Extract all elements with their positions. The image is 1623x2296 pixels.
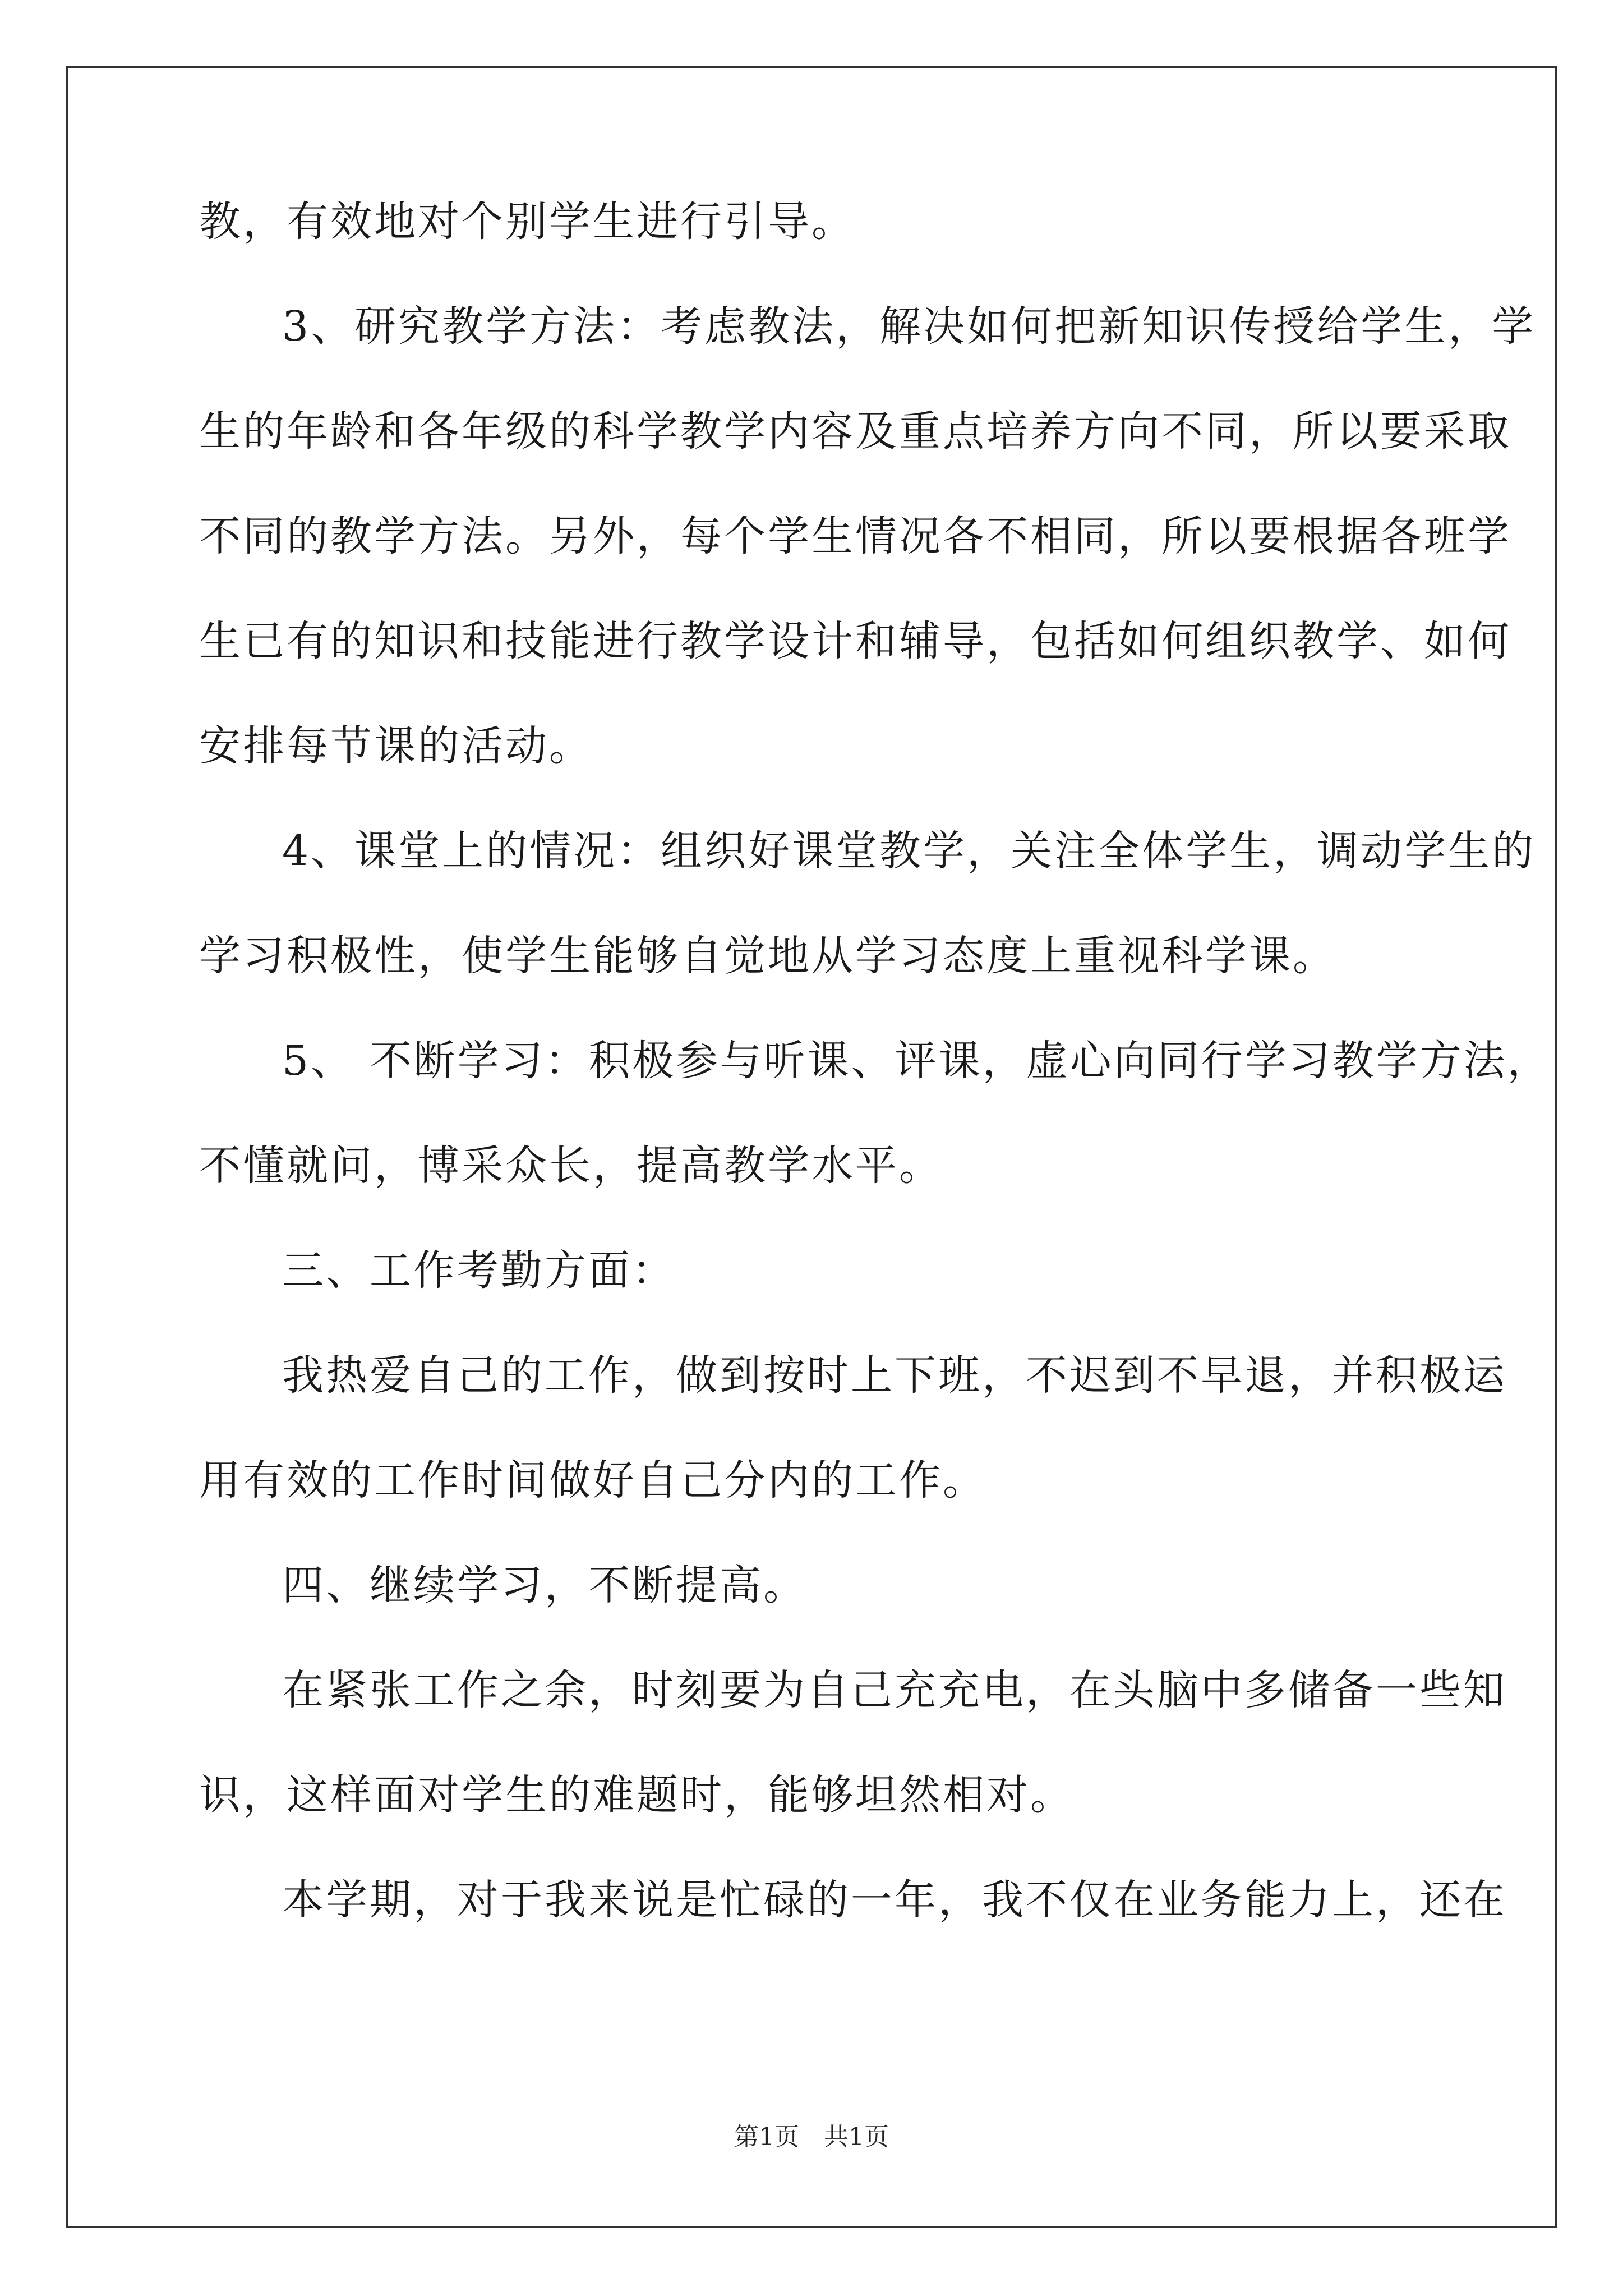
text-line: 在紧张工作之余，时刻要为自己充充电，在头脑中多储备一些知 [282,1666,1507,1714]
section-heading: 三、工作考勤方面： [282,1246,676,1295]
page-number: 第1页 共1页 [734,2123,889,2151]
text-line: 不同的教学方法。另外，每个学生情况各不相同，所以要根据各班学 [199,512,1511,560]
text-line: 用有效的工作时间做好自己分内的工作。 [199,1456,986,1504]
text-line: 生的年龄和各年级的科学教学内容及重点培养方向不同，所以要采取 [199,407,1511,455]
text-line: 学习积极性，使学生能够自觉地从学习态度上重视科学课。 [199,932,1336,980]
text-line: 3、研究教学方法：考虑教法，解决如何把新知识传授给学生，学 [282,302,1536,351]
text-line: 我热爱自己的工作，做到按时上下班，不迟到不早退，并积极运 [282,1351,1507,1400]
text-line: 安排每节课的活动。 [199,722,593,770]
text-line: 5、 不断学习：积极参与听课、评课，虚心向同行学习教学方法， [282,1037,1551,1085]
text-line: 生已有的知识和技能进行教学设计和辅导，包括如何组织教学、如何 [199,617,1511,665]
text-line: 不懂就问，博采众长，提高教学水平。 [199,1142,943,1190]
section-heading: 四、继续学习，不断提高。 [282,1561,807,1609]
text-line: 识，这样面对学生的难题时，能够坦然相对。 [199,1771,1074,1819]
text-line: 本学期，对于我来说是忙碌的一年，我不仅在业务能力上，还在 [282,1876,1507,1924]
text-line: 4、课堂上的情况：组织好课堂教学，关注全体学生，调动学生的 [282,827,1536,875]
text-line: 教，有效地对个别学生进行引导。 [199,197,855,246]
